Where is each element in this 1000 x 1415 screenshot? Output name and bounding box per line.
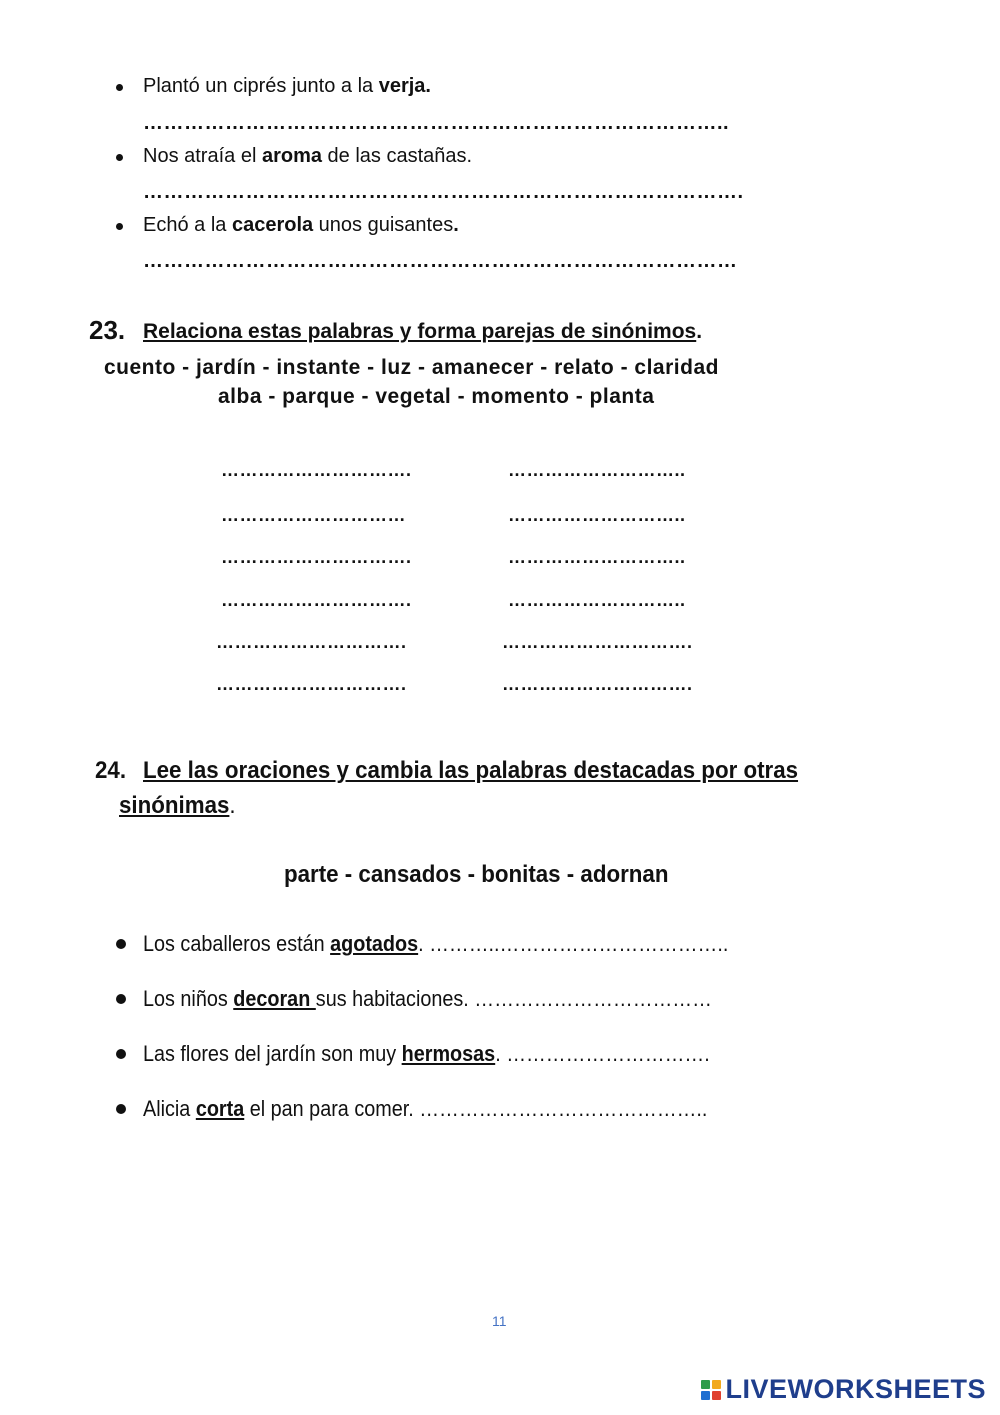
bullet-icon: [116, 1049, 126, 1059]
bullet-icon: [116, 154, 123, 161]
logo-grid-icon: [701, 1380, 721, 1400]
highlighted-word: agotados: [330, 931, 419, 956]
exercise-23-title: Relaciona estas palabras y forma parejas de sinónimos.: [143, 320, 703, 343]
pair-left-2[interactable]: …………………………: [221, 505, 406, 525]
pair-right-1[interactable]: ………………………..: [508, 460, 686, 480]
ex22-sentence-3: Echó a la cacerola unos guisantes.: [143, 214, 459, 236]
pair-left-3[interactable]: ………………………….: [221, 547, 412, 567]
highlighted-word: verja.: [378, 75, 431, 97]
ex24-sentence-2[interactable]: Los niños decoran sus habitaciones. ………………………………: [143, 986, 712, 1011]
highlighted-word: hermosas: [401, 1041, 496, 1066]
ex24-sentence-3[interactable]: Las flores del jardín son muy hermosas. ………………………….: [143, 1041, 710, 1066]
bullet-icon: [116, 223, 123, 230]
answer-line-3[interactable]: ……………………………………………………………………………: [143, 250, 738, 272]
ex22-sentence-2: Nos atraía el aroma de las castañas.: [143, 145, 473, 167]
pair-right-5[interactable]: ………………………….: [502, 632, 693, 652]
exercise-23-words-line1: cuento - jardín - instante - luz - amanecer - relato - claridad: [104, 356, 719, 379]
bullet-icon: [116, 994, 126, 1004]
pair-left-5[interactable]: ………………………….: [216, 632, 407, 652]
pair-right-2[interactable]: ………………………..: [508, 505, 686, 525]
pair-right-3[interactable]: ………………………..: [508, 547, 686, 567]
bullet-icon: [116, 1104, 126, 1114]
exercise-23-number: 23.: [89, 315, 126, 345]
ex24-sentence-1[interactable]: Los caballeros están agotados. ………..……………………………..: [143, 931, 729, 956]
exercise-24-title-line1: Lee las oraciones y cambia las palabras destacadas por otras: [143, 757, 799, 784]
pair-left-1[interactable]: ………………………….: [221, 460, 412, 480]
ex22-sentence-1: Plantó un ciprés junto a la verja.: [143, 75, 431, 97]
logo-text: LIVEWORKSHEETS: [725, 1374, 986, 1404]
highlighted-word: corta: [195, 1096, 245, 1121]
exercise-24-word-bank: parte - cansados - bonitas - adornan: [284, 861, 669, 888]
page-number: 11: [492, 1313, 507, 1329]
exercise-24-number: 24.: [95, 757, 127, 784]
bullet-icon: [116, 84, 123, 91]
pair-right-4[interactable]: ………………………..: [508, 590, 686, 610]
highlighted-word: cacerola: [231, 214, 314, 236]
exercise-23-words-line2: alba - parque - vegetal - momento - planta: [218, 385, 655, 408]
highlighted-word: decoran: [233, 986, 316, 1011]
highlighted-word: aroma: [261, 145, 322, 167]
bullet-icon: [116, 939, 126, 949]
ex24-sentence-4[interactable]: Alicia corta el pan para comer. ……………………………………..: [143, 1096, 708, 1121]
answer-line-1[interactable]: …………………………………………………………………………..: [143, 112, 730, 134]
pair-right-6[interactable]: ………………………….: [502, 674, 693, 694]
answer-line-2[interactable]: …………………………………………………………………………….: [143, 181, 744, 203]
pair-left-6[interactable]: ………………………….: [216, 674, 407, 694]
pair-left-4[interactable]: ………………………….: [221, 590, 412, 610]
exercise-24-title-line2: sinónimas.: [119, 792, 236, 819]
liveworksheets-logo[interactable]: [701, 1374, 986, 1405]
